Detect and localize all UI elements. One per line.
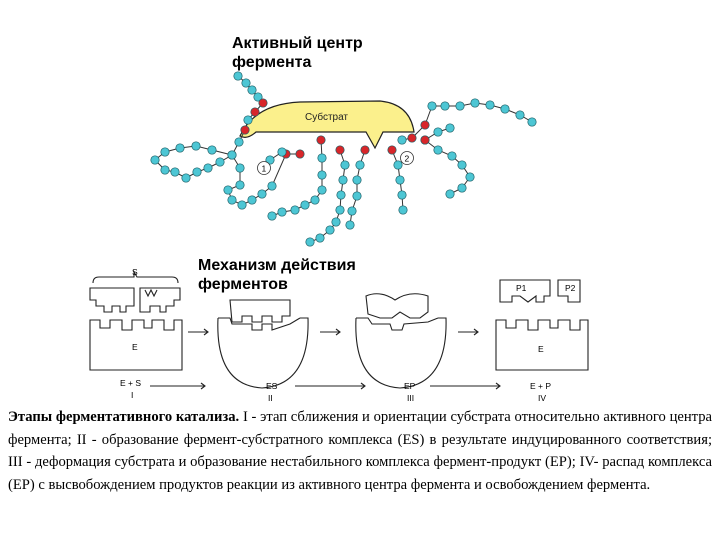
active-center-heading: Активный центр фермента xyxy=(232,35,363,71)
amino-acid-bead xyxy=(346,221,354,229)
amino-acid-bead xyxy=(234,72,242,80)
amino-acid-bead xyxy=(318,154,326,162)
description-title: Этапы ферментативного катализа. xyxy=(8,409,240,425)
amino-acid-bead xyxy=(394,161,402,169)
stage-2-roman: II xyxy=(268,393,273,403)
amino-acid-bead xyxy=(316,234,324,242)
substrate-bond xyxy=(145,290,157,296)
amino-acid-bead xyxy=(236,181,244,189)
active-site-residue xyxy=(421,136,429,144)
amino-acid-bead xyxy=(471,99,479,107)
amino-acid-bead xyxy=(228,196,236,204)
stage-3-roman: III xyxy=(407,393,415,403)
amino-acid-bead xyxy=(396,176,404,184)
active-site-residue xyxy=(259,99,267,107)
stage-3-state: EP xyxy=(404,381,416,391)
amino-acid-bead xyxy=(318,171,326,179)
amino-acid-bead xyxy=(248,86,256,94)
amino-acid-bead xyxy=(193,168,201,176)
amino-acid-bead xyxy=(353,192,361,200)
amino-acid-bead xyxy=(161,148,169,156)
amino-acid-bead xyxy=(238,201,246,209)
amino-acid-bead xyxy=(516,111,524,119)
active-center-diagram xyxy=(151,72,536,246)
active-site-residue xyxy=(336,146,344,154)
amino-acid-bead xyxy=(235,138,243,146)
stage-3 xyxy=(356,294,446,388)
amino-acid-bead xyxy=(353,176,361,184)
substrate-es xyxy=(230,300,290,322)
stage-1-state: E + S xyxy=(120,378,142,388)
amino-acid-bead xyxy=(204,164,212,172)
enzyme-es-body xyxy=(218,318,308,388)
stage-2 xyxy=(218,300,308,388)
arrow-1 xyxy=(188,329,208,335)
amino-acid-bead xyxy=(236,164,244,172)
amino-acid-bead xyxy=(398,136,406,144)
amino-acid-bead xyxy=(446,190,454,198)
amino-acid-bead xyxy=(242,79,250,87)
description-text: I - этап сближения и ориентации субстрата относительно активного центра фермента; II - образование фермент-субстратного комплекса (ES) в результате индуцированного соответствия; III - деформация субстрата и образование нестабильного комплекса фермент-продукт (EP); IV- распад комплекса (EP) с высвобождением продуктов реакции из активного центра фермента и освобождением фермента. xyxy=(8,409,712,493)
amino-acid-bead xyxy=(278,208,286,216)
stage-1 xyxy=(90,272,182,370)
amino-acid-bead xyxy=(268,212,276,220)
stage-2-state: ES xyxy=(266,381,278,391)
active-site-residue xyxy=(361,146,369,154)
arrow-6 xyxy=(430,383,500,389)
amino-acid-bead xyxy=(434,128,442,136)
amino-acid-bead xyxy=(336,206,344,214)
arrow-4 xyxy=(150,383,205,389)
amino-acid-bead xyxy=(332,218,340,226)
chain-link-6 xyxy=(402,103,532,140)
amino-acid-bead xyxy=(151,156,159,164)
amino-acid-bead xyxy=(208,146,216,154)
amino-acid-bead xyxy=(446,124,454,132)
amino-acid-bead xyxy=(441,102,449,110)
marker-1-label: 1 xyxy=(261,163,267,174)
amino-acid-bead xyxy=(448,152,456,160)
active-site-ep xyxy=(356,318,438,330)
active-site-residue xyxy=(408,134,416,142)
amino-acid-bead xyxy=(458,161,466,169)
product-p2-label: P2 xyxy=(565,283,576,293)
arrow-3 xyxy=(458,329,478,335)
amino-acid-bead xyxy=(311,196,319,204)
amino-acid-bead xyxy=(224,186,232,194)
active-site-es xyxy=(218,318,300,330)
arrows xyxy=(150,329,500,389)
amino-acid-bead xyxy=(428,102,436,110)
enzyme-e-label-1: E xyxy=(132,342,138,352)
polypeptide-chains xyxy=(151,72,536,246)
amino-acid-bead xyxy=(458,184,466,192)
substrate-left-half xyxy=(90,288,134,312)
amino-acid-bead xyxy=(356,161,364,169)
stage-4 xyxy=(496,280,588,370)
amino-acid-bead xyxy=(326,226,334,234)
amino-acid-bead xyxy=(182,174,190,182)
amino-acid-bead xyxy=(339,176,347,184)
enzyme-e-label-2: E xyxy=(538,344,544,354)
substrate-ep-deformed xyxy=(366,294,428,318)
stage-1-roman: I xyxy=(131,390,134,400)
stage-4-state: E + P xyxy=(530,381,552,391)
substrate-label: Субстрат xyxy=(305,112,349,123)
arrow-5 xyxy=(295,383,365,389)
amino-acid-bead xyxy=(258,190,266,198)
amino-acid-bead xyxy=(348,207,356,215)
active-site-residue xyxy=(296,150,304,158)
amino-acid-bead xyxy=(278,148,286,156)
amino-acid-bead xyxy=(268,182,276,190)
amino-acid-bead xyxy=(466,173,474,181)
active-site-residue xyxy=(317,136,325,144)
amino-acid-bead xyxy=(528,118,536,126)
mechanism-heading: Механизм действия ферментов xyxy=(198,257,356,293)
arrow-2 xyxy=(320,329,340,335)
active-site-residue xyxy=(251,108,259,116)
amino-acid-bead xyxy=(398,191,406,199)
amino-acid-bead xyxy=(486,101,494,109)
amino-acid-bead xyxy=(228,151,236,159)
amino-acid-bead xyxy=(291,206,299,214)
amino-acid-bead xyxy=(306,238,314,246)
amino-acid-bead xyxy=(248,196,256,204)
active-site-residue xyxy=(388,146,396,154)
amino-acid-bead xyxy=(301,201,309,209)
amino-acid-bead xyxy=(216,158,224,166)
amino-acid-bead xyxy=(176,144,184,152)
amino-acid-bead xyxy=(456,102,464,110)
amino-acid-bead xyxy=(318,186,326,194)
product-p1-label: P1 xyxy=(516,283,527,293)
amino-acid-bead xyxy=(434,146,442,154)
substrate-shape xyxy=(240,101,414,148)
amino-acid-bead xyxy=(171,168,179,176)
substrate-s-label: S xyxy=(132,267,138,277)
enzyme-ep-body xyxy=(356,318,446,388)
amino-acid-bead xyxy=(161,166,169,174)
marker-2-label: 2 xyxy=(404,153,410,164)
amino-acid-bead xyxy=(399,206,407,214)
amino-acid-bead xyxy=(244,116,252,124)
catalysis-description xyxy=(8,406,712,496)
amino-acid-bead xyxy=(192,142,200,150)
amino-acid-bead xyxy=(501,105,509,113)
active-site-residue xyxy=(421,121,429,129)
amino-acid-bead xyxy=(341,161,349,169)
stage-4-roman: IV xyxy=(538,393,547,403)
active-site-residue xyxy=(241,126,249,134)
amino-acid-bead xyxy=(337,191,345,199)
